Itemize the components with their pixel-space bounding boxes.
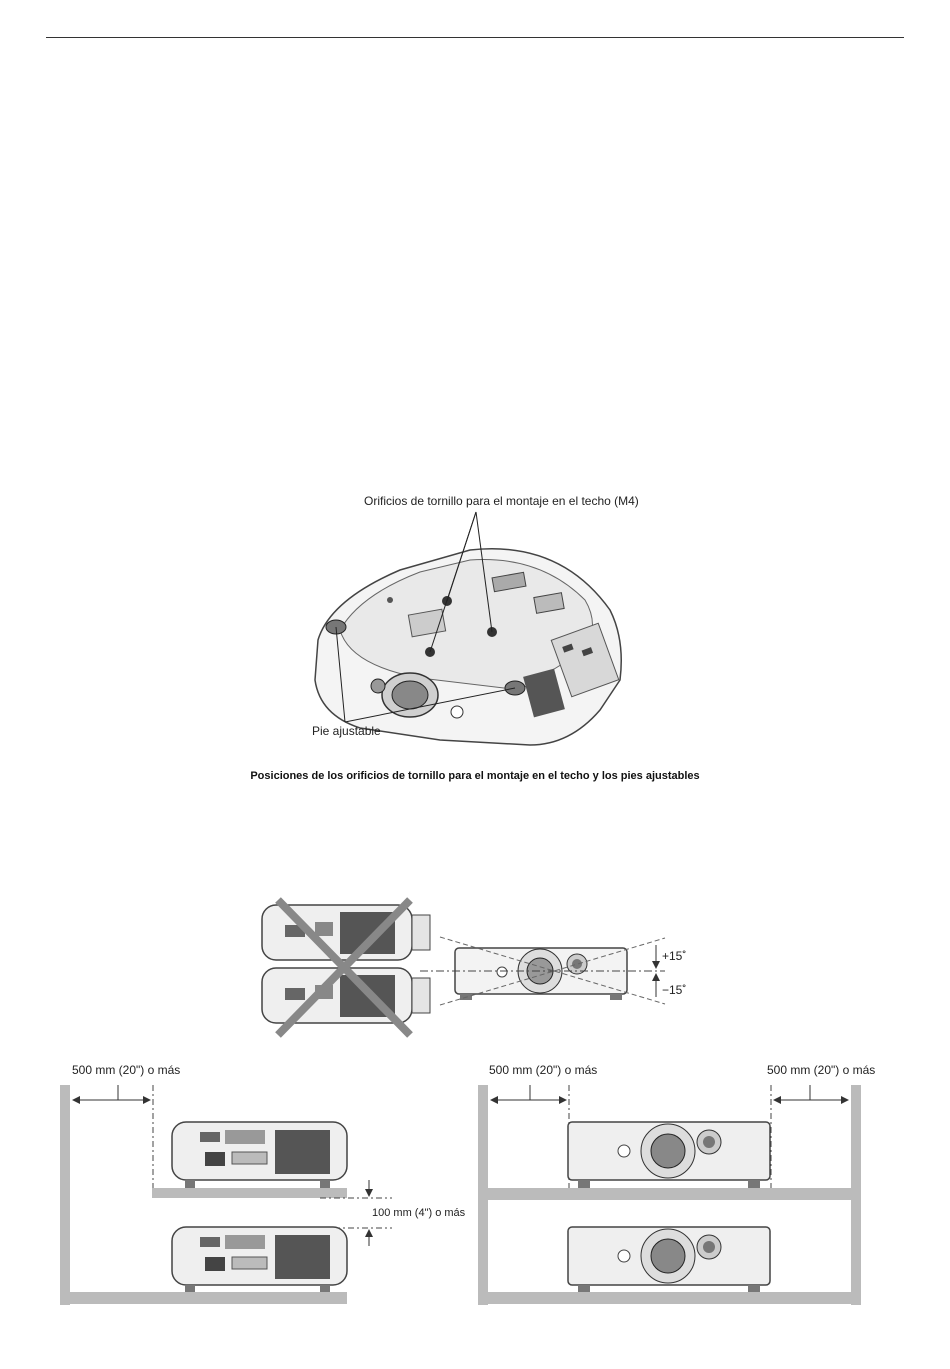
figure-caption: Posiciones de los orificios de tornillo para el montaje en el techo y los pies ajustables [250,770,700,782]
projector-bottom-view [315,512,621,745]
side-clearance-diagram [60,1085,392,1305]
adjustable-foot-label: Pie ajustable [312,724,381,738]
tilt-front-view [420,937,665,1005]
stacking-prohibited [262,900,430,1035]
tilt-minus-label: −15˚ [662,983,687,997]
front-left-clearance-label: 500 mm (20") o más [489,1063,598,1077]
vertical-clearance-label: 100 mm (4") o más [372,1207,466,1219]
front-clearance-diagram [478,1085,861,1305]
tilt-plus-label: +15˚ [662,949,687,963]
front-right-clearance-label: 500 mm (20") o más [767,1063,876,1077]
screw-holes-label: Orificios de tornillo para el montaje en el techo (M4) [364,494,639,508]
left-clearance-label: 500 mm (20") o más [72,1063,181,1077]
